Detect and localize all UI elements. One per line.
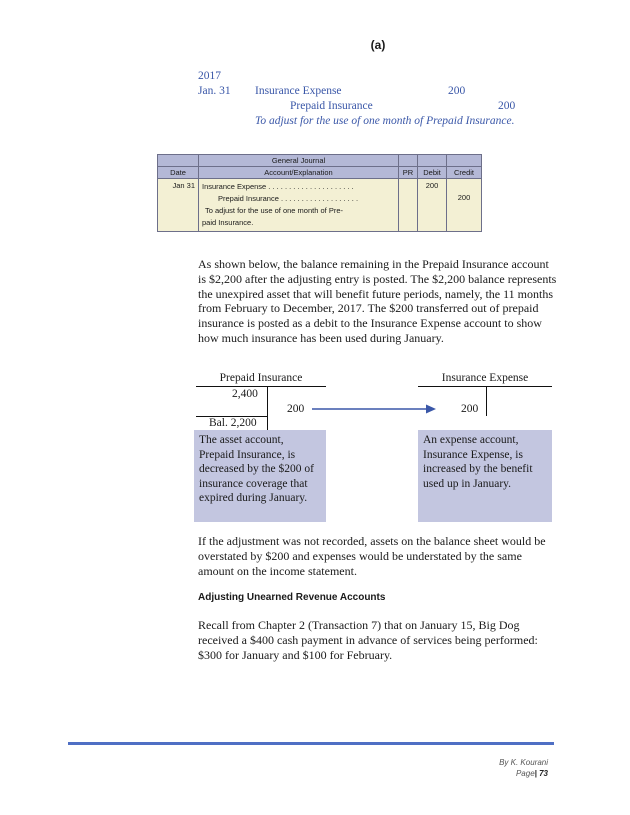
footer-page — [400, 769, 548, 778]
expense-t-account-top-rule — [418, 386, 552, 387]
prepaid-debit-amount: 2,400 — [232, 388, 258, 400]
footer-page-number: | 73 — [534, 769, 548, 778]
journal-row-debit: 200 — [418, 179, 447, 232]
recall-paragraph: Recall from Chapter 2 (Transaction 7) that on January 15, Big Dog received a $400 cash payment in advance of services being performed: $300 for January and $100 for February. — [198, 618, 538, 662]
entry-date: Jan. 31 — [198, 85, 231, 97]
footer-author: By K. Kourani — [499, 758, 548, 767]
journal-col-debit: Debit — [418, 167, 447, 179]
footer-page-label: Page — [515, 769, 535, 778]
entry-debit-account: Insurance Expense — [255, 85, 342, 97]
journal-explanation-line-2: paid Insurance. — [202, 218, 254, 227]
entry-year: 2017 — [198, 70, 221, 82]
entry-credit-account: Prepaid Insurance — [290, 100, 373, 112]
journal-row-credit: 200 — [447, 179, 482, 232]
journal-credit-line: Prepaid Insurance . . . . . . . . . . . . . . . . . . . — [218, 194, 359, 203]
expense-t-account-divider — [486, 386, 487, 416]
journal-col-credit: Credit — [447, 167, 482, 179]
prepaid-t-account-divider — [267, 386, 268, 430]
journal-explanation-line: To adjust for the use of one month of Pre- — [205, 206, 343, 215]
entry-credit-amount: 200 — [498, 100, 516, 112]
prepaid-credit-amount: 200 — [287, 403, 305, 415]
prepaid-balance: Bal. 2,200 — [209, 417, 257, 429]
entry-debit-amount: 200 — [448, 85, 466, 97]
transfer-arrow-icon — [310, 402, 438, 416]
journal-row-pr — [399, 179, 418, 232]
journal-col-account: Account/Explanation — [199, 167, 399, 179]
entry-explanation: To adjust for the use of one month of Prepaid Insurance. — [255, 115, 515, 127]
unearned-revenue-heading: Adjusting Unearned Revenue Accounts — [198, 592, 386, 603]
consequence-paragraph: If the adjustment was not recorded, assets on the balance sheet would be overstated by $200 and expenses would be understated by the same amount on the income statement. — [198, 534, 546, 578]
prepaid-t-account-top-rule — [196, 386, 326, 387]
section-letter-heading: (a) — [370, 38, 386, 52]
journal-col-date: Date — [158, 167, 199, 179]
expense-account-note: An expense account, Insurance Expense, is increased by the benefit used up in January. — [418, 430, 552, 522]
journal-debit-line: Insurance Expense . . . . . . . . . . . . . . . . . . . . . — [202, 182, 354, 191]
expense-debit-amount: 200 — [461, 403, 479, 415]
prepaid-t-account-title: Prepaid Insurance — [219, 372, 303, 384]
asset-account-note: The asset account, Prepaid Insurance, is decreased by the $200 of insurance coverage that expired during January. — [194, 430, 326, 522]
general-journal-table — [157, 154, 482, 232]
journal-row-date: Jan 31 — [158, 179, 199, 232]
expense-t-account-title: Insurance Expense — [441, 372, 529, 384]
explanation-paragraph: As shown below, the balance remaining in the Prepaid Insurance account is $2,200 after the adjusting entry is posted. The $2,200 balance represents the unexpired asset that will benefit future periods, namely, the 11 months from February to December, 2017. The $200 transferred out of prepaid insurance is posted as a debit to the Insurance Expense account to show how much insurance has been used during January. — [198, 257, 557, 345]
journal-title: General Journal — [199, 155, 399, 167]
journal-col-pr: PR — [399, 167, 418, 179]
footer-rule — [68, 742, 554, 745]
journal-row-account — [199, 179, 399, 232]
